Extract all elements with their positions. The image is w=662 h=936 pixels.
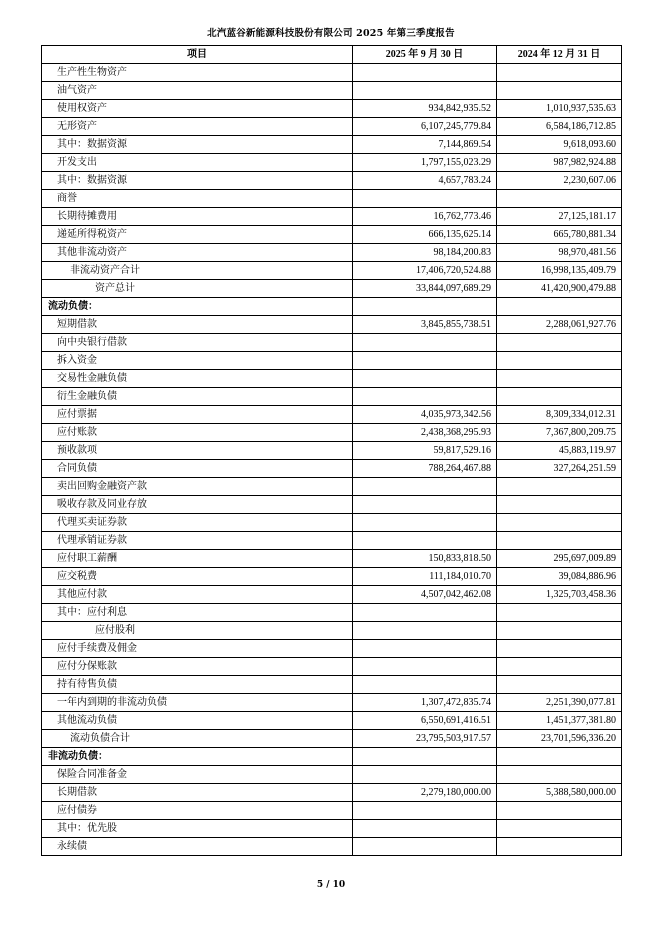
row-label: 应付手续费及佣金 — [42, 640, 353, 658]
value-2024-12-31: 16,998,135,409.79 — [497, 262, 622, 280]
value-2024-12-31: 1,325,703,458.36 — [497, 586, 622, 604]
value-2024-12-31: 41,420,900,479.88 — [497, 280, 622, 298]
value-2024-12-31: 665,780,881.34 — [497, 226, 622, 244]
row-label: 代理买卖证券款 — [42, 514, 353, 532]
value-2024-12-31 — [497, 820, 622, 838]
value-2024-12-31: 295,697,009.89 — [497, 550, 622, 568]
value-2025-09-30 — [353, 370, 497, 388]
row-label: 向中央银行借款 — [42, 334, 353, 352]
value-2025-09-30 — [353, 676, 497, 694]
row-label: 衍生金融负债 — [42, 388, 353, 406]
table-row — [42, 100, 622, 118]
table-row — [42, 280, 622, 298]
table-row — [42, 262, 622, 280]
value-2025-09-30: 23,795,503,917.57 — [353, 730, 497, 748]
value-2025-09-30: 2,438,368,295.93 — [353, 424, 497, 442]
row-label: 合同负债 — [42, 460, 353, 478]
row-label: 非流动资产合计 — [42, 262, 353, 280]
value-2024-12-31: 2,288,061,927.76 — [497, 316, 622, 334]
value-2025-09-30 — [353, 532, 497, 550]
value-2025-09-30 — [353, 766, 497, 784]
value-2025-09-30 — [353, 478, 497, 496]
table-row — [42, 388, 622, 406]
table-row — [42, 208, 622, 226]
value-2025-09-30 — [353, 64, 497, 82]
row-label: 卖出回购金融资产款 — [42, 478, 353, 496]
row-label: 长期借款 — [42, 784, 353, 802]
value-2025-09-30: 2,279,180,000.00 — [353, 784, 497, 802]
value-2025-09-30: 4,657,783.24 — [353, 172, 497, 190]
value-2025-09-30 — [353, 496, 497, 514]
row-label: 其中：数据资源 — [42, 136, 353, 154]
value-2024-12-31 — [497, 388, 622, 406]
row-label: 无形资产 — [42, 118, 353, 136]
value-2024-12-31 — [497, 190, 622, 208]
value-2024-12-31 — [497, 802, 622, 820]
value-2024-12-31: 327,264,251.59 — [497, 460, 622, 478]
value-2025-09-30 — [353, 604, 497, 622]
table-row — [42, 442, 622, 460]
value-2024-12-31: 8,309,334,012.31 — [497, 406, 622, 424]
table-row — [42, 838, 622, 856]
value-2025-09-30: 4,507,042,462.08 — [353, 586, 497, 604]
value-2024-12-31 — [497, 298, 622, 316]
value-2024-12-31: 1,010,937,535.63 — [497, 100, 622, 118]
value-2024-12-31 — [497, 514, 622, 532]
value-2025-09-30: 4,035,973,342.56 — [353, 406, 497, 424]
value-2025-09-30 — [353, 82, 497, 100]
row-label: 其中：数据资源 — [42, 172, 353, 190]
value-2025-09-30 — [353, 352, 497, 370]
row-label: 应付职工薪酬 — [42, 550, 353, 568]
table-row — [42, 640, 622, 658]
table-row — [42, 334, 622, 352]
value-2025-09-30 — [353, 820, 497, 838]
row-label: 其他非流动资产 — [42, 244, 353, 262]
row-label: 应付股利 — [42, 622, 353, 640]
value-2025-09-30 — [353, 298, 497, 316]
column-header-2025-09-30: 2025 年 9 月 30 日 — [353, 46, 497, 64]
value-2024-12-31: 27,125,181.17 — [497, 208, 622, 226]
value-2025-09-30: 111,184,010.70 — [353, 568, 497, 586]
table-row — [42, 784, 622, 802]
table-row — [42, 820, 622, 838]
value-2024-12-31 — [497, 658, 622, 676]
value-2024-12-31 — [497, 82, 622, 100]
value-2024-12-31 — [497, 748, 622, 766]
value-2025-09-30: 33,844,097,689.29 — [353, 280, 497, 298]
row-label: 开发支出 — [42, 154, 353, 172]
row-label: 其他应付款 — [42, 586, 353, 604]
column-header-item: 项目 — [42, 46, 353, 64]
value-2024-12-31: 39,084,886.96 — [497, 568, 622, 586]
row-label: 保险合同准备金 — [42, 766, 353, 784]
row-label: 递延所得税资产 — [42, 226, 353, 244]
value-2024-12-31 — [497, 640, 622, 658]
row-label: 应付账款 — [42, 424, 353, 442]
value-2024-12-31 — [497, 604, 622, 622]
value-2025-09-30 — [353, 388, 497, 406]
table-row — [42, 406, 622, 424]
value-2025-09-30: 6,550,691,416.51 — [353, 712, 497, 730]
table-row — [42, 226, 622, 244]
table-row — [42, 676, 622, 694]
value-2024-12-31 — [497, 370, 622, 388]
value-2025-09-30: 6,107,245,779.84 — [353, 118, 497, 136]
table-row — [42, 190, 622, 208]
value-2025-09-30 — [353, 514, 497, 532]
table-row — [42, 460, 622, 478]
value-2025-09-30: 934,842,935.52 — [353, 100, 497, 118]
table-row — [42, 748, 622, 766]
table-row — [42, 802, 622, 820]
row-label: 生产性生物资产 — [42, 64, 353, 82]
row-label: 应付债券 — [42, 802, 353, 820]
table-row — [42, 136, 622, 154]
row-label: 预收款项 — [42, 442, 353, 460]
value-2024-12-31: 7,367,800,209.75 — [497, 424, 622, 442]
value-2024-12-31: 1,451,377,381.80 — [497, 712, 622, 730]
row-label: 一年内到期的非流动负债 — [42, 694, 353, 712]
row-label: 应交税费 — [42, 568, 353, 586]
table-row — [42, 568, 622, 586]
value-2024-12-31 — [497, 478, 622, 496]
value-2025-09-30: 788,264,467.88 — [353, 460, 497, 478]
row-label: 其中：应付利息 — [42, 604, 353, 622]
row-label: 交易性金融负债 — [42, 370, 353, 388]
value-2024-12-31 — [497, 622, 622, 640]
value-2024-12-31 — [497, 64, 622, 82]
table-row — [42, 514, 622, 532]
value-2024-12-31 — [497, 676, 622, 694]
value-2024-12-31: 5,388,580,000.00 — [497, 784, 622, 802]
table-row — [42, 604, 622, 622]
balance-sheet-table — [41, 45, 622, 856]
value-2024-12-31 — [497, 496, 622, 514]
row-label: 其他流动负债 — [42, 712, 353, 730]
value-2025-09-30: 16,762,773.46 — [353, 208, 497, 226]
row-label: 代理承销证券款 — [42, 532, 353, 550]
row-label: 应付票据 — [42, 406, 353, 424]
value-2024-12-31: 2,230,607.06 — [497, 172, 622, 190]
table-row — [42, 118, 622, 136]
table-row — [42, 658, 622, 676]
value-2024-12-31: 2,251,390,077.81 — [497, 694, 622, 712]
table-row — [42, 622, 622, 640]
value-2024-12-31: 98,970,481.56 — [497, 244, 622, 262]
row-label: 商誉 — [42, 190, 353, 208]
row-label: 流动负债合计 — [42, 730, 353, 748]
value-2024-12-31 — [497, 352, 622, 370]
row-label: 拆入资金 — [42, 352, 353, 370]
table-row — [42, 298, 622, 316]
table-row — [42, 496, 622, 514]
value-2025-09-30 — [353, 802, 497, 820]
table-row — [42, 478, 622, 496]
table-row — [42, 766, 622, 784]
row-label: 流动负债： — [42, 298, 353, 316]
value-2025-09-30: 59,817,529.16 — [353, 442, 497, 460]
table-row — [42, 64, 622, 82]
value-2025-09-30: 3,845,855,738.51 — [353, 316, 497, 334]
value-2024-12-31 — [497, 532, 622, 550]
row-label: 永续债 — [42, 838, 353, 856]
value-2024-12-31: 9,618,093.60 — [497, 136, 622, 154]
page-number: 5 / 10 — [316, 880, 346, 890]
value-2024-12-31: 23,701,596,336.20 — [497, 730, 622, 748]
value-2025-09-30 — [353, 838, 497, 856]
value-2024-12-31: 6,584,186,712.85 — [497, 118, 622, 136]
value-2024-12-31: 987,982,924.88 — [497, 154, 622, 172]
value-2025-09-30 — [353, 622, 497, 640]
table-row — [42, 244, 622, 262]
row-label: 短期借款 — [42, 316, 353, 334]
value-2025-09-30: 17,406,720,524.88 — [353, 262, 497, 280]
value-2024-12-31 — [497, 766, 622, 784]
row-label: 吸收存款及同业存放 — [42, 496, 353, 514]
value-2024-12-31: 45,883,119.97 — [497, 442, 622, 460]
table-row — [42, 172, 622, 190]
column-header-2024-12-31: 2024 年 12 月 31 日 — [497, 46, 622, 64]
table-row — [42, 730, 622, 748]
row-label: 非流动负债： — [42, 748, 353, 766]
table-row — [42, 316, 622, 334]
table-header-row — [42, 46, 622, 64]
value-2025-09-30 — [353, 748, 497, 766]
row-label: 应付分保账款 — [42, 658, 353, 676]
table-row — [42, 352, 622, 370]
value-2025-09-30: 7,144,869.54 — [353, 136, 497, 154]
value-2025-09-30 — [353, 334, 497, 352]
value-2024-12-31 — [497, 334, 622, 352]
table-row — [42, 712, 622, 730]
table-row — [42, 82, 622, 100]
row-label: 长期待摊费用 — [42, 208, 353, 226]
row-label: 资产总计 — [42, 280, 353, 298]
page-header-title: 北汽蓝谷新能源科技股份有限公司 2025 年第三季度报告 — [207, 28, 455, 39]
table-row — [42, 586, 622, 604]
value-2025-09-30 — [353, 190, 497, 208]
table-row — [42, 550, 622, 568]
row-label: 使用权资产 — [42, 100, 353, 118]
table-row — [42, 370, 622, 388]
value-2024-12-31 — [497, 838, 622, 856]
table-row — [42, 532, 622, 550]
table-row — [42, 424, 622, 442]
value-2025-09-30: 150,833,818.50 — [353, 550, 497, 568]
table-row — [42, 154, 622, 172]
value-2025-09-30: 666,135,625.14 — [353, 226, 497, 244]
row-label: 其中：优先股 — [42, 820, 353, 838]
value-2025-09-30: 1,797,155,023.29 — [353, 154, 497, 172]
value-2025-09-30: 98,184,200.83 — [353, 244, 497, 262]
table-row — [42, 694, 622, 712]
value-2025-09-30: 1,307,472,835.74 — [353, 694, 497, 712]
row-label: 油气资产 — [42, 82, 353, 100]
value-2025-09-30 — [353, 658, 497, 676]
value-2025-09-30 — [353, 640, 497, 658]
row-label: 持有待售负债 — [42, 676, 353, 694]
